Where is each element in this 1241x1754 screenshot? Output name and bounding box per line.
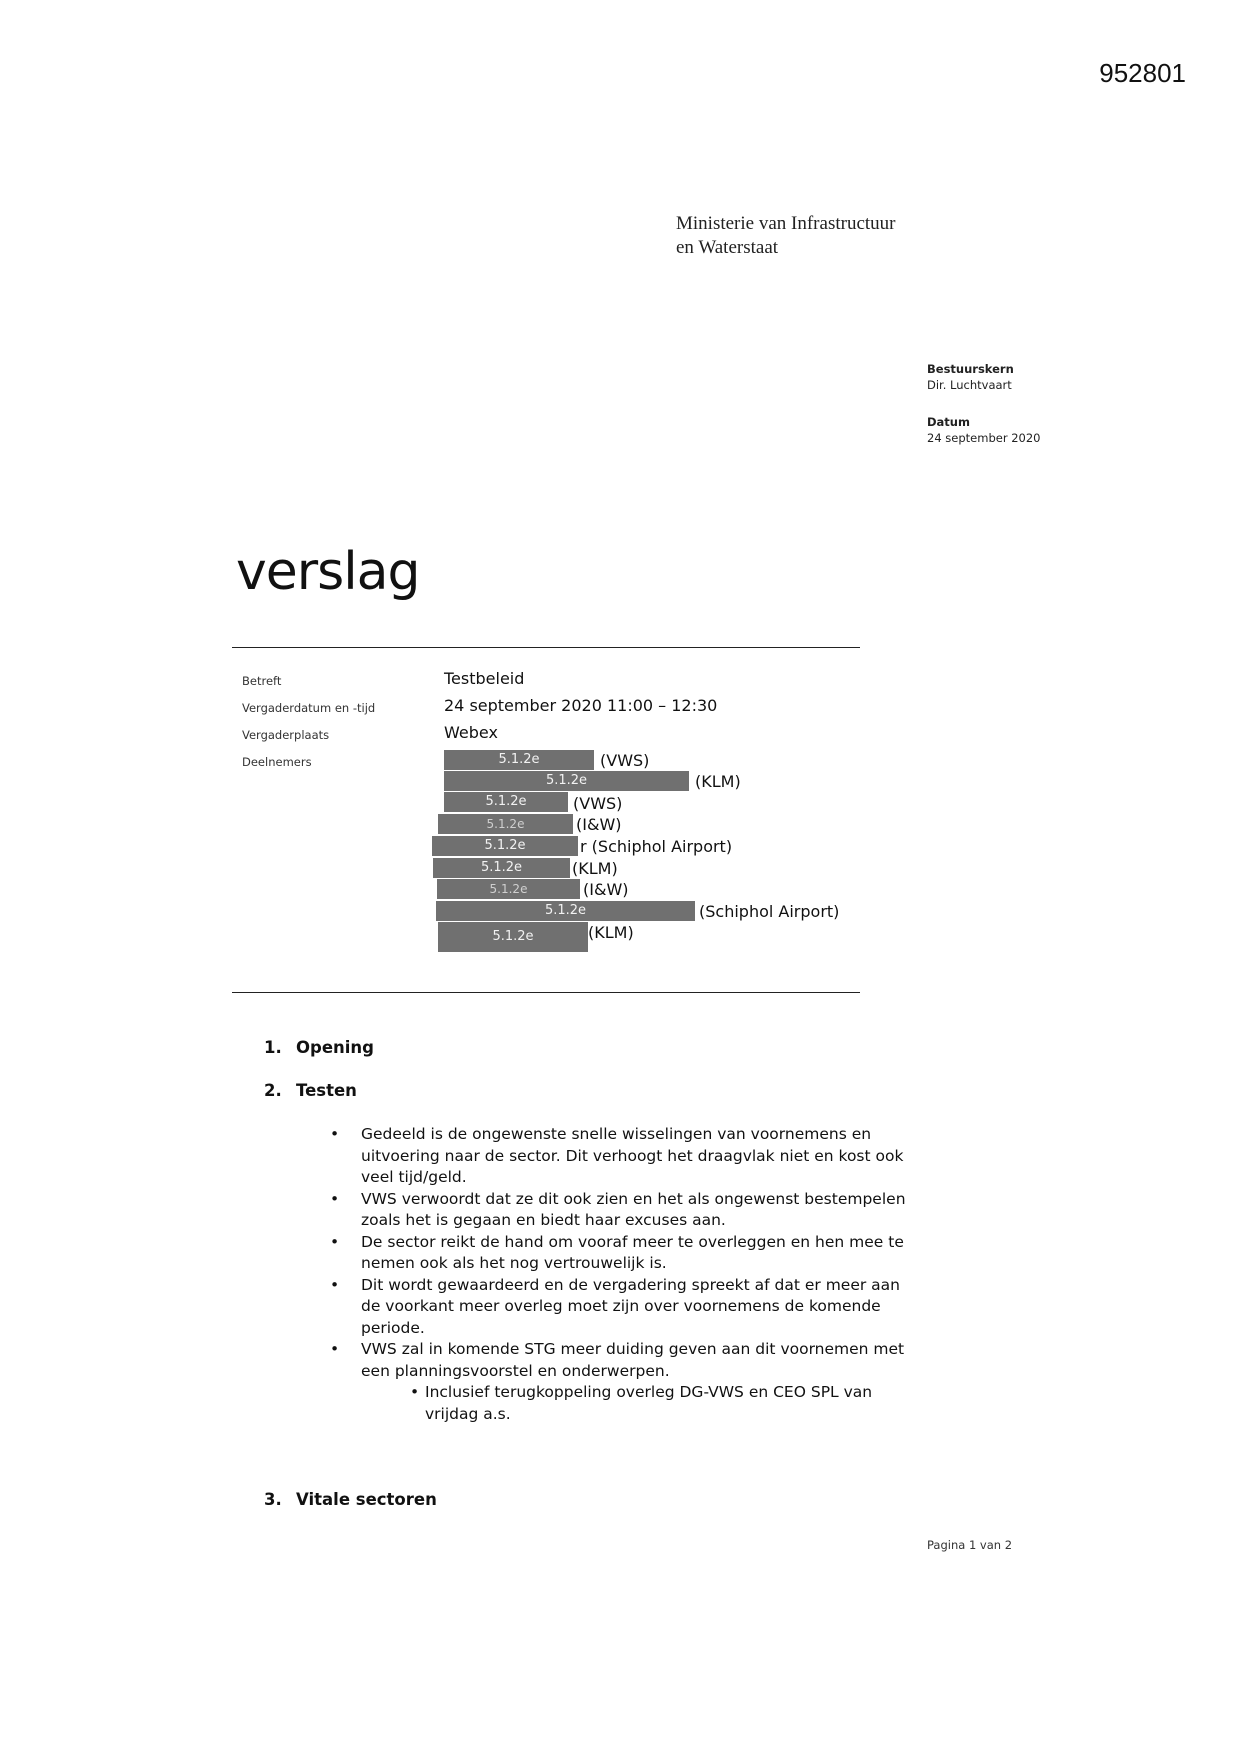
datetime-label: Vergaderdatum en -tijd bbox=[242, 701, 376, 715]
ministry-logo-text bbox=[676, 212, 895, 260]
ministry-line-1: Ministerie van Infrastructuur bbox=[676, 213, 896, 234]
participant-affiliation: (I&W) bbox=[576, 815, 622, 834]
datetime-value: 24 september 2020 11:00 – 12:30 bbox=[444, 696, 718, 715]
participant-redaction: 5.1.2e bbox=[433, 858, 570, 878]
list-item bbox=[330, 1232, 910, 1275]
bullet-icon: • bbox=[330, 1189, 340, 1208]
place-value: Webex bbox=[444, 723, 498, 742]
subject-label: Betreft bbox=[242, 674, 282, 688]
agenda-label: Vitale sectoren bbox=[296, 1490, 437, 1509]
participant-affiliation: (KLM) bbox=[572, 859, 618, 878]
meta-date-value: 24 september 2020 bbox=[927, 431, 1041, 445]
agenda-number: 1. bbox=[264, 1038, 282, 1057]
agenda-number: 3. bbox=[264, 1490, 282, 1509]
list-subitem bbox=[330, 1382, 910, 1425]
bullet-icon: • bbox=[330, 1340, 340, 1358]
bullet-text: VWS verwoordt dat ze dit ook zien en het als ongewenst bestempelen zoals het is gegaan en biedt haar excuses aan. bbox=[361, 1189, 906, 1229]
place-label: Vergaderplaats bbox=[242, 728, 330, 742]
bullet-icon: • bbox=[330, 1232, 340, 1251]
participant-affiliation: (I&W) bbox=[583, 880, 629, 899]
participant-affiliation: (VWS) bbox=[573, 794, 623, 813]
list-item bbox=[330, 1275, 910, 1340]
agenda-item-opening bbox=[264, 1038, 374, 1057]
participant-redaction: 5.1.2e bbox=[444, 750, 594, 770]
bullet-icon: • bbox=[330, 1125, 340, 1143]
participant-redaction: 5.1.2e bbox=[436, 901, 695, 921]
bullet-text: De sector reikt de hand om vooraf meer te overleggen en hen mee te nemen ook als het nog vertrouwelijk is. bbox=[361, 1232, 904, 1272]
agenda-item-testen bbox=[264, 1081, 357, 1100]
participant-affiliation: (KLM) bbox=[588, 923, 634, 942]
participant-redaction: 5.1.2e bbox=[444, 771, 689, 791]
participant-affiliation: (Schiphol Airport) bbox=[699, 902, 840, 921]
participant-redaction: 5.1.2e bbox=[432, 836, 578, 856]
agenda-number: 2. bbox=[264, 1081, 282, 1100]
participant-redaction: 5.1.2e bbox=[438, 814, 573, 834]
meta-date bbox=[927, 414, 1040, 446]
ministry-line-2: en Waterstaat bbox=[676, 237, 779, 258]
participant-affiliation: (KLM) bbox=[695, 772, 741, 791]
agenda-label: Testen bbox=[296, 1081, 357, 1100]
meta-org-label: Bestuurskern bbox=[927, 362, 1014, 376]
participant-affiliation: r (Schiphol Airport) bbox=[580, 837, 733, 856]
participant-affiliation: (VWS) bbox=[600, 751, 650, 770]
meta-organisation bbox=[927, 361, 1014, 393]
bullet-text: VWS zal in komende STG meer duiding geven aan dit voornemen met een planningsvoorstel en onderwerpen. bbox=[361, 1340, 905, 1380]
page-number: Pagina 1 van 2 bbox=[927, 1538, 1013, 1552]
bullet-icon: • bbox=[410, 1383, 420, 1401]
list-item bbox=[330, 1189, 910, 1232]
document-title: verslag bbox=[236, 542, 420, 602]
participant-redaction: 5.1.2e bbox=[444, 792, 568, 812]
testen-bullet-list bbox=[330, 1124, 910, 1425]
participants-label: Deelnemers bbox=[242, 755, 312, 769]
agenda-item-vitale-sectoren bbox=[264, 1490, 437, 1509]
bullet-text: Gedeeld is de ongewenste snelle wisselingen van voornemens en uitvoering naar de sector. Dit verhoogt het draagvlak niet en kost ook veel tijd/geld. bbox=[361, 1125, 904, 1186]
subject-value: Testbeleid bbox=[444, 669, 525, 688]
bullet-icon: • bbox=[330, 1275, 340, 1294]
participant-redaction: 5.1.2e bbox=[438, 922, 588, 952]
bullet-text: Dit wordt gewaardeerd en de vergadering spreekt af dat er meer aan de voorkant meer overleg moet zijn over voornemens de komende periode. bbox=[361, 1275, 901, 1337]
agenda-label: Opening bbox=[296, 1038, 374, 1057]
header-divider-top bbox=[232, 647, 860, 648]
document-number: 952801 bbox=[1099, 58, 1186, 88]
subbullet-text: Inclusief terugkoppeling overleg DG-VWS en CEO SPL van vrijdag a.s. bbox=[425, 1383, 873, 1423]
list-item bbox=[330, 1124, 910, 1189]
header-divider-bottom bbox=[232, 992, 860, 993]
participant-redaction: 5.1.2e bbox=[437, 879, 580, 899]
meta-org-value: Dir. Luchtvaart bbox=[927, 378, 1012, 392]
meta-date-label: Datum bbox=[927, 415, 970, 429]
list-item bbox=[330, 1339, 910, 1382]
